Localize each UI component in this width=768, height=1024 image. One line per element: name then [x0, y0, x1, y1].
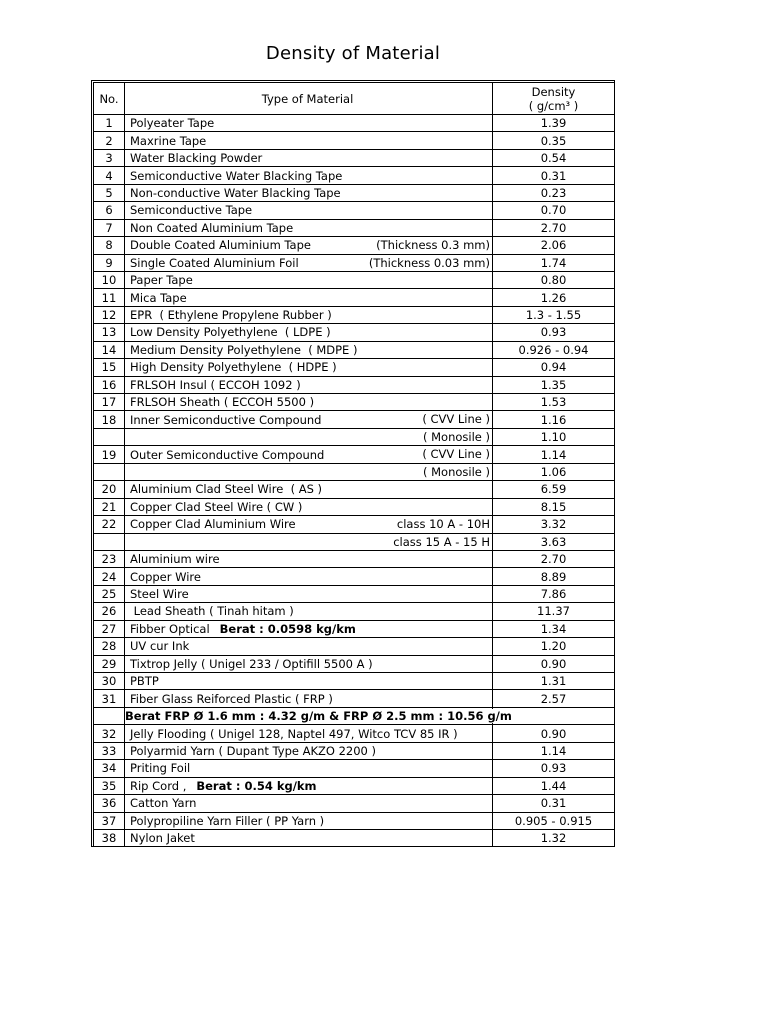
row-number: 29 — [94, 655, 125, 672]
material-name-cell — [125, 254, 493, 271]
row-number: 10 — [94, 271, 125, 288]
density-value: 1.34 — [493, 620, 615, 637]
material-name: Fiber Glass Reiforced Plastic ( FRP ) — [130, 691, 333, 706]
material-name-cell — [125, 411, 493, 428]
row-number: 38 — [94, 829, 125, 846]
row-number: 34 — [94, 760, 125, 777]
material-name-cell — [125, 481, 493, 498]
density-value: 0.35 — [493, 132, 615, 149]
table-row — [94, 498, 615, 515]
page-title: Density of Material — [265, 43, 441, 64]
row-number: 9 — [94, 254, 125, 271]
density-value: 0.80 — [493, 271, 615, 288]
density-value: 1.32 — [493, 829, 615, 846]
table-row — [94, 481, 615, 498]
table-row — [94, 219, 615, 236]
material-name-cell — [125, 516, 493, 533]
material-spec-note: ( Monosile ) — [422, 429, 490, 444]
material-name-cell — [125, 376, 493, 393]
material-name-cell — [125, 132, 493, 149]
material-name-cell — [125, 585, 493, 602]
table-row — [94, 446, 615, 463]
table-row — [94, 603, 615, 620]
material-name: Copper Wire — [130, 569, 201, 584]
density-value: 0.93 — [493, 760, 615, 777]
table-row — [94, 306, 615, 323]
material-name: Copper Clad Aluminium Wire — [130, 517, 296, 532]
density-value: 1.14 — [493, 446, 615, 463]
density-value: 0.93 — [493, 324, 615, 341]
material-name: Non-conductive Water Blacking Tape — [130, 185, 341, 200]
material-name: Medium Density Polyethylene ( MDPE ) — [130, 342, 358, 357]
table-row — [94, 620, 615, 637]
header-density — [493, 83, 615, 115]
header-density-label: Density — [531, 84, 576, 99]
material-name: Outer Semiconductive Compound — [130, 447, 325, 462]
material-name-cell — [125, 167, 493, 184]
table-row — [94, 829, 615, 846]
row-number: 27 — [94, 620, 125, 637]
table-row — [94, 271, 615, 288]
density-value: 1.44 — [493, 777, 615, 794]
material-spec-note: ( CVV Line ) — [422, 412, 490, 427]
table-row — [94, 341, 615, 358]
density-value: 0.54 — [493, 149, 615, 166]
material-name-cell — [125, 533, 493, 550]
row-number: 6 — [94, 202, 125, 219]
density-value: 1.26 — [493, 289, 615, 306]
table-row — [94, 254, 615, 271]
material-name-cell — [125, 620, 493, 637]
table-row — [94, 149, 615, 166]
table-row — [94, 568, 615, 585]
table-row — [94, 812, 615, 829]
material-spec-note: ( Monosile ) — [422, 464, 490, 479]
material-name-cell — [125, 795, 493, 812]
density-value: 1.14 — [493, 742, 615, 759]
material-name: Semiconductive Tape — [130, 203, 253, 218]
row-number: 17 — [94, 394, 125, 411]
table-row — [94, 115, 615, 132]
header-density-unit: ( g/cm³ ) — [528, 98, 579, 113]
row-number — [94, 463, 125, 480]
table-row — [94, 359, 615, 376]
row-number: 15 — [94, 359, 125, 376]
row-number: 11 — [94, 289, 125, 306]
row-number: 25 — [94, 585, 125, 602]
density-value: 1.16 — [493, 411, 615, 428]
table-row — [94, 760, 615, 777]
density-value: 2.70 — [493, 219, 615, 236]
material-name: FRLSOH Insul ( ECCOH 1092 ) — [130, 377, 301, 392]
density-value: 1.39 — [493, 115, 615, 132]
density-value: 2.70 — [493, 550, 615, 567]
material-name: PBTP — [130, 674, 159, 689]
material-name-cell — [125, 359, 493, 376]
row-number: 35 — [94, 777, 125, 794]
row-number: 22 — [94, 516, 125, 533]
material-name-cell — [125, 446, 493, 463]
table-row — [94, 777, 615, 794]
density-value: 1.31 — [493, 673, 615, 690]
density-value: 0.23 — [493, 184, 615, 201]
material-name: Polyarmid Yarn ( Dupant Type AKZO 2200 ) — [130, 743, 377, 758]
material-name: Paper Tape — [130, 273, 193, 288]
table-row — [94, 655, 615, 672]
table-row — [94, 289, 615, 306]
density-value: 0.90 — [493, 655, 615, 672]
material-name-cell — [125, 271, 493, 288]
material-weight-note: Berat : 0.0598 kg/km — [219, 621, 356, 636]
density-value: 0.31 — [493, 167, 615, 184]
table-row — [94, 324, 615, 341]
table-row — [94, 673, 615, 690]
table-header-row — [94, 83, 615, 115]
material-name: Polyeater Tape — [130, 116, 215, 131]
frp-weight-note: Berat FRP Ø 1.6 mm : 4.32 g/m & FRP Ø 2.5 mm : 10.56 g/m — [125, 709, 512, 724]
table-row — [94, 411, 615, 428]
density-value: 0.70 — [493, 202, 615, 219]
table-row — [94, 167, 615, 184]
material-spec-note: (Thickness 0.3 mm) — [376, 238, 490, 253]
table-row — [94, 638, 615, 655]
row-number: 21 — [94, 498, 125, 515]
table-row — [94, 463, 615, 480]
material-spec-note: (Thickness 0.03 mm) — [368, 255, 490, 270]
density-value: 1.74 — [493, 254, 615, 271]
row-number: 2 — [94, 132, 125, 149]
material-name: Water Blacking Powder — [130, 151, 263, 166]
row-number: 16 — [94, 376, 125, 393]
material-name-cell — [125, 760, 493, 777]
material-spec-note: class 10 A - 10H — [396, 517, 490, 532]
row-number: 13 — [94, 324, 125, 341]
material-name: Non Coated Aluminium Tape — [130, 220, 294, 235]
density-value: 0.31 — [493, 795, 615, 812]
material-name: Aluminium Clad Steel Wire ( AS ) — [130, 482, 323, 497]
density-table — [93, 82, 615, 847]
row-number: 32 — [94, 725, 125, 742]
density-value: 3.32 — [493, 516, 615, 533]
material-name: Mica Tape — [130, 290, 187, 305]
density-value: 0.926 - 0.94 — [493, 341, 615, 358]
table-row — [94, 516, 615, 533]
table-row — [94, 202, 615, 219]
table-row — [94, 690, 615, 707]
row-number: 23 — [94, 550, 125, 567]
table-row — [94, 428, 615, 445]
material-weight-note: Berat : 0.54 kg/km — [196, 778, 317, 793]
material-name-cell — [125, 149, 493, 166]
row-number: 28 — [94, 638, 125, 655]
material-name: Low Density Polyethylene ( LDPE ) — [130, 325, 331, 340]
material-name-cell — [125, 184, 493, 201]
material-spec-note: class 15 A - 15 H — [393, 534, 490, 549]
material-name: UV cur Ink — [130, 639, 190, 654]
material-name: Inner Semiconductive Compound — [130, 412, 322, 427]
density-value: 0.90 — [493, 725, 615, 742]
row-number — [94, 533, 125, 550]
table-row — [94, 585, 615, 602]
density-value: 8.15 — [493, 498, 615, 515]
material-name: Maxrine Tape — [130, 133, 207, 148]
material-name-cell — [125, 707, 512, 724]
material-name: Nylon Jaket — [130, 831, 195, 846]
density-value: 1.10 — [493, 428, 615, 445]
row-number: 19 — [94, 446, 125, 463]
density-value: 1.20 — [493, 638, 615, 655]
material-name-cell — [125, 463, 493, 480]
row-number: 5 — [94, 184, 125, 201]
row-number: 14 — [94, 341, 125, 358]
row-number: 33 — [94, 742, 125, 759]
density-value: 11.37 — [493, 603, 615, 620]
row-number — [94, 428, 125, 445]
material-name: Lead Sheath ( Tinah hitam ) — [130, 604, 294, 619]
density-table-frame — [91, 80, 615, 847]
row-number: 37 — [94, 812, 125, 829]
material-name: Tixtrop Jelly ( Unigel 233 / Optifill 5500 A ) — [130, 656, 373, 671]
row-number: 30 — [94, 673, 125, 690]
material-name-cell — [125, 812, 493, 829]
material-name: Jelly Flooding ( Unigel 128, Naptel 497, Witco TCV 85 IR ) — [130, 726, 458, 741]
row-number: 1 — [94, 115, 125, 132]
material-name: Single Coated Aluminium Foil — [130, 255, 299, 270]
table-row — [94, 795, 615, 812]
material-name: Polypropiline Yarn Filler ( PP Yarn ) — [130, 813, 325, 828]
material-name: FRLSOH Sheath ( ECCOH 5500 ) — [130, 395, 315, 410]
density-value: 6.59 — [493, 481, 615, 498]
table-row — [94, 394, 615, 411]
material-name: Rip Cord , — [130, 778, 187, 793]
table-row — [94, 707, 615, 724]
material-name: Copper Clad Steel Wire ( CW ) — [130, 499, 303, 514]
material-name: Aluminium wire — [130, 552, 220, 567]
density-value: 0.94 — [493, 359, 615, 376]
row-number: 20 — [94, 481, 125, 498]
material-name-cell — [125, 568, 493, 585]
table-row — [94, 725, 615, 742]
material-name-cell — [125, 638, 493, 655]
material-name-cell — [125, 202, 493, 219]
material-name-cell — [125, 550, 493, 567]
row-number: 12 — [94, 306, 125, 323]
header-no: No. — [94, 83, 125, 115]
material-name: High Density Polyethylene ( HDPE ) — [130, 360, 337, 375]
table-row — [94, 237, 615, 254]
material-name: Double Coated Aluminium Tape — [130, 238, 311, 253]
material-name-cell — [125, 742, 493, 759]
material-name-cell — [125, 289, 493, 306]
material-name-cell — [125, 428, 493, 445]
material-name-cell — [125, 394, 493, 411]
material-name: Fibber Optical — [130, 621, 210, 636]
density-value: 2.57 — [493, 690, 615, 707]
material-name-cell — [125, 219, 493, 236]
row-number: 26 — [94, 603, 125, 620]
density-value: 1.53 — [493, 394, 615, 411]
density-value: 1.35 — [493, 376, 615, 393]
row-number — [94, 707, 125, 724]
row-number: 18 — [94, 411, 125, 428]
material-name-cell — [125, 655, 493, 672]
material-name-cell — [125, 115, 493, 132]
table-row — [94, 533, 615, 550]
material-name-cell — [125, 237, 493, 254]
row-number: 8 — [94, 237, 125, 254]
row-number: 31 — [94, 690, 125, 707]
density-value: 3.63 — [493, 533, 615, 550]
row-number: 3 — [94, 149, 125, 166]
density-value: 1.06 — [493, 463, 615, 480]
table-row — [94, 742, 615, 759]
row-number: 36 — [94, 795, 125, 812]
material-name-cell — [125, 829, 493, 846]
material-name: Steel Wire — [130, 587, 189, 602]
material-name: Catton Yarn — [130, 796, 197, 811]
material-name-cell — [125, 341, 493, 358]
material-name-cell — [125, 306, 493, 323]
density-value: 7.86 — [493, 585, 615, 602]
material-name-cell — [125, 777, 493, 794]
material-name-cell — [125, 690, 493, 707]
material-name: Semiconductive Water Blacking Tape — [130, 168, 343, 183]
table-row — [94, 376, 615, 393]
row-number: 4 — [94, 167, 125, 184]
row-number: 24 — [94, 568, 125, 585]
material-name-cell — [125, 498, 493, 515]
table-row — [94, 184, 615, 201]
material-name: EPR ( Ethylene Propylene Rubber ) — [130, 308, 332, 323]
density-value: 0.905 - 0.915 — [493, 812, 615, 829]
density-value: 1.3 - 1.55 — [493, 306, 615, 323]
density-value: 2.06 — [493, 237, 615, 254]
table-row — [94, 132, 615, 149]
row-number: 7 — [94, 219, 125, 236]
material-name-cell — [125, 603, 493, 620]
table-row — [94, 550, 615, 567]
material-name-cell — [125, 324, 493, 341]
material-name-cell — [125, 673, 493, 690]
material-spec-note: ( CVV Line ) — [422, 447, 490, 462]
material-name: Priting Foil — [130, 761, 191, 776]
header-type: Type of Material — [125, 83, 493, 115]
density-value: 8.89 — [493, 568, 615, 585]
material-name-cell — [125, 725, 493, 742]
